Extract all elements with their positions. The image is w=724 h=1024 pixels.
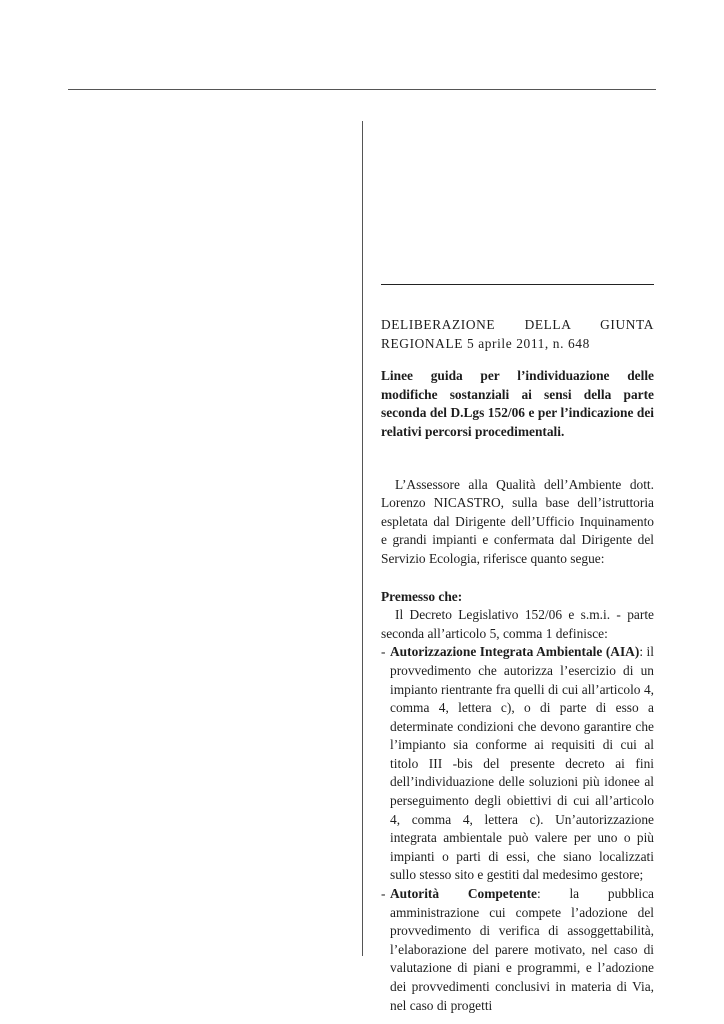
definition-term: Autorità Competente <box>390 886 537 902</box>
definition-body <box>390 643 654 885</box>
list-dash: - <box>381 886 386 902</box>
premesso-heading: Premesso che: <box>381 588 463 604</box>
definition-text: : la pubblica amministrazione cui compete l’adozione del provvedimento di verifica di assoggettabilità, l’elaborazione del parere motivato, nel caso di valutazione di piani e programmi, e l’adozione dei provvedimenti conclusivi in materia di Via, nel caso di progetti <box>390 886 654 1013</box>
deliberation-title: Linee guida per l’individuazione delle modifiche sostanziali ai sensi della parte seconda del D.Lgs 152/06 e per l’indicazione dei relativi percorsi procedimentali. <box>381 368 654 439</box>
deliberation-heading: DELIBERAZIONE DELLA GIUNTA REGIONALE 5 aprile 2011, n. 648 <box>381 317 654 351</box>
definition-term: Autorizzazione Integrata Ambientale (AIA) <box>390 644 640 660</box>
definition-item-aia <box>381 643 654 885</box>
header-rule <box>68 89 656 90</box>
right-column <box>381 316 654 1015</box>
intro-paragraph: L’Assessore alla Qualità dell’Ambiente dott. Lorenzo NICASTRO, sulla base dell’istruttoria espletata dal Dirigente dell’Ufficio Inquinamento e grandi impianti e confermata dal Dirigente del Servizio Ecologia, riferisce quanto segue: <box>381 476 654 566</box>
definition-body <box>390 885 654 1015</box>
section-separator <box>381 284 654 285</box>
list-dash: - <box>381 644 386 660</box>
premesso-paragraph: Il Decreto Legislativo 152/06 e s.m.i. - parte seconda all’articolo 5, comma 1 definisce: <box>381 607 654 641</box>
definition-item-autorita <box>381 885 654 1015</box>
definition-text: : il provvedimento che autorizza l’esercizio di un impianto rientrante fra quelli di cui all’articolo 4, comma 4, lettera c), o di parte di esso a determinate condizioni che devono garantire che l’impianto sia conforme ai requisiti di cui al titolo III -bis del presente decreto ai fini dell’individuazione delle soluzioni più idonee al perseguimento degli obiettivi di cui all’articolo 4, comma 4, lettera c). Un’autorizzazione integrata ambientale può valere per uno o più impianti o parti di essi, che siano localizzati sullo stesso sito e gestiti dal medesimo gestore; <box>390 644 654 883</box>
column-divider <box>362 121 363 956</box>
